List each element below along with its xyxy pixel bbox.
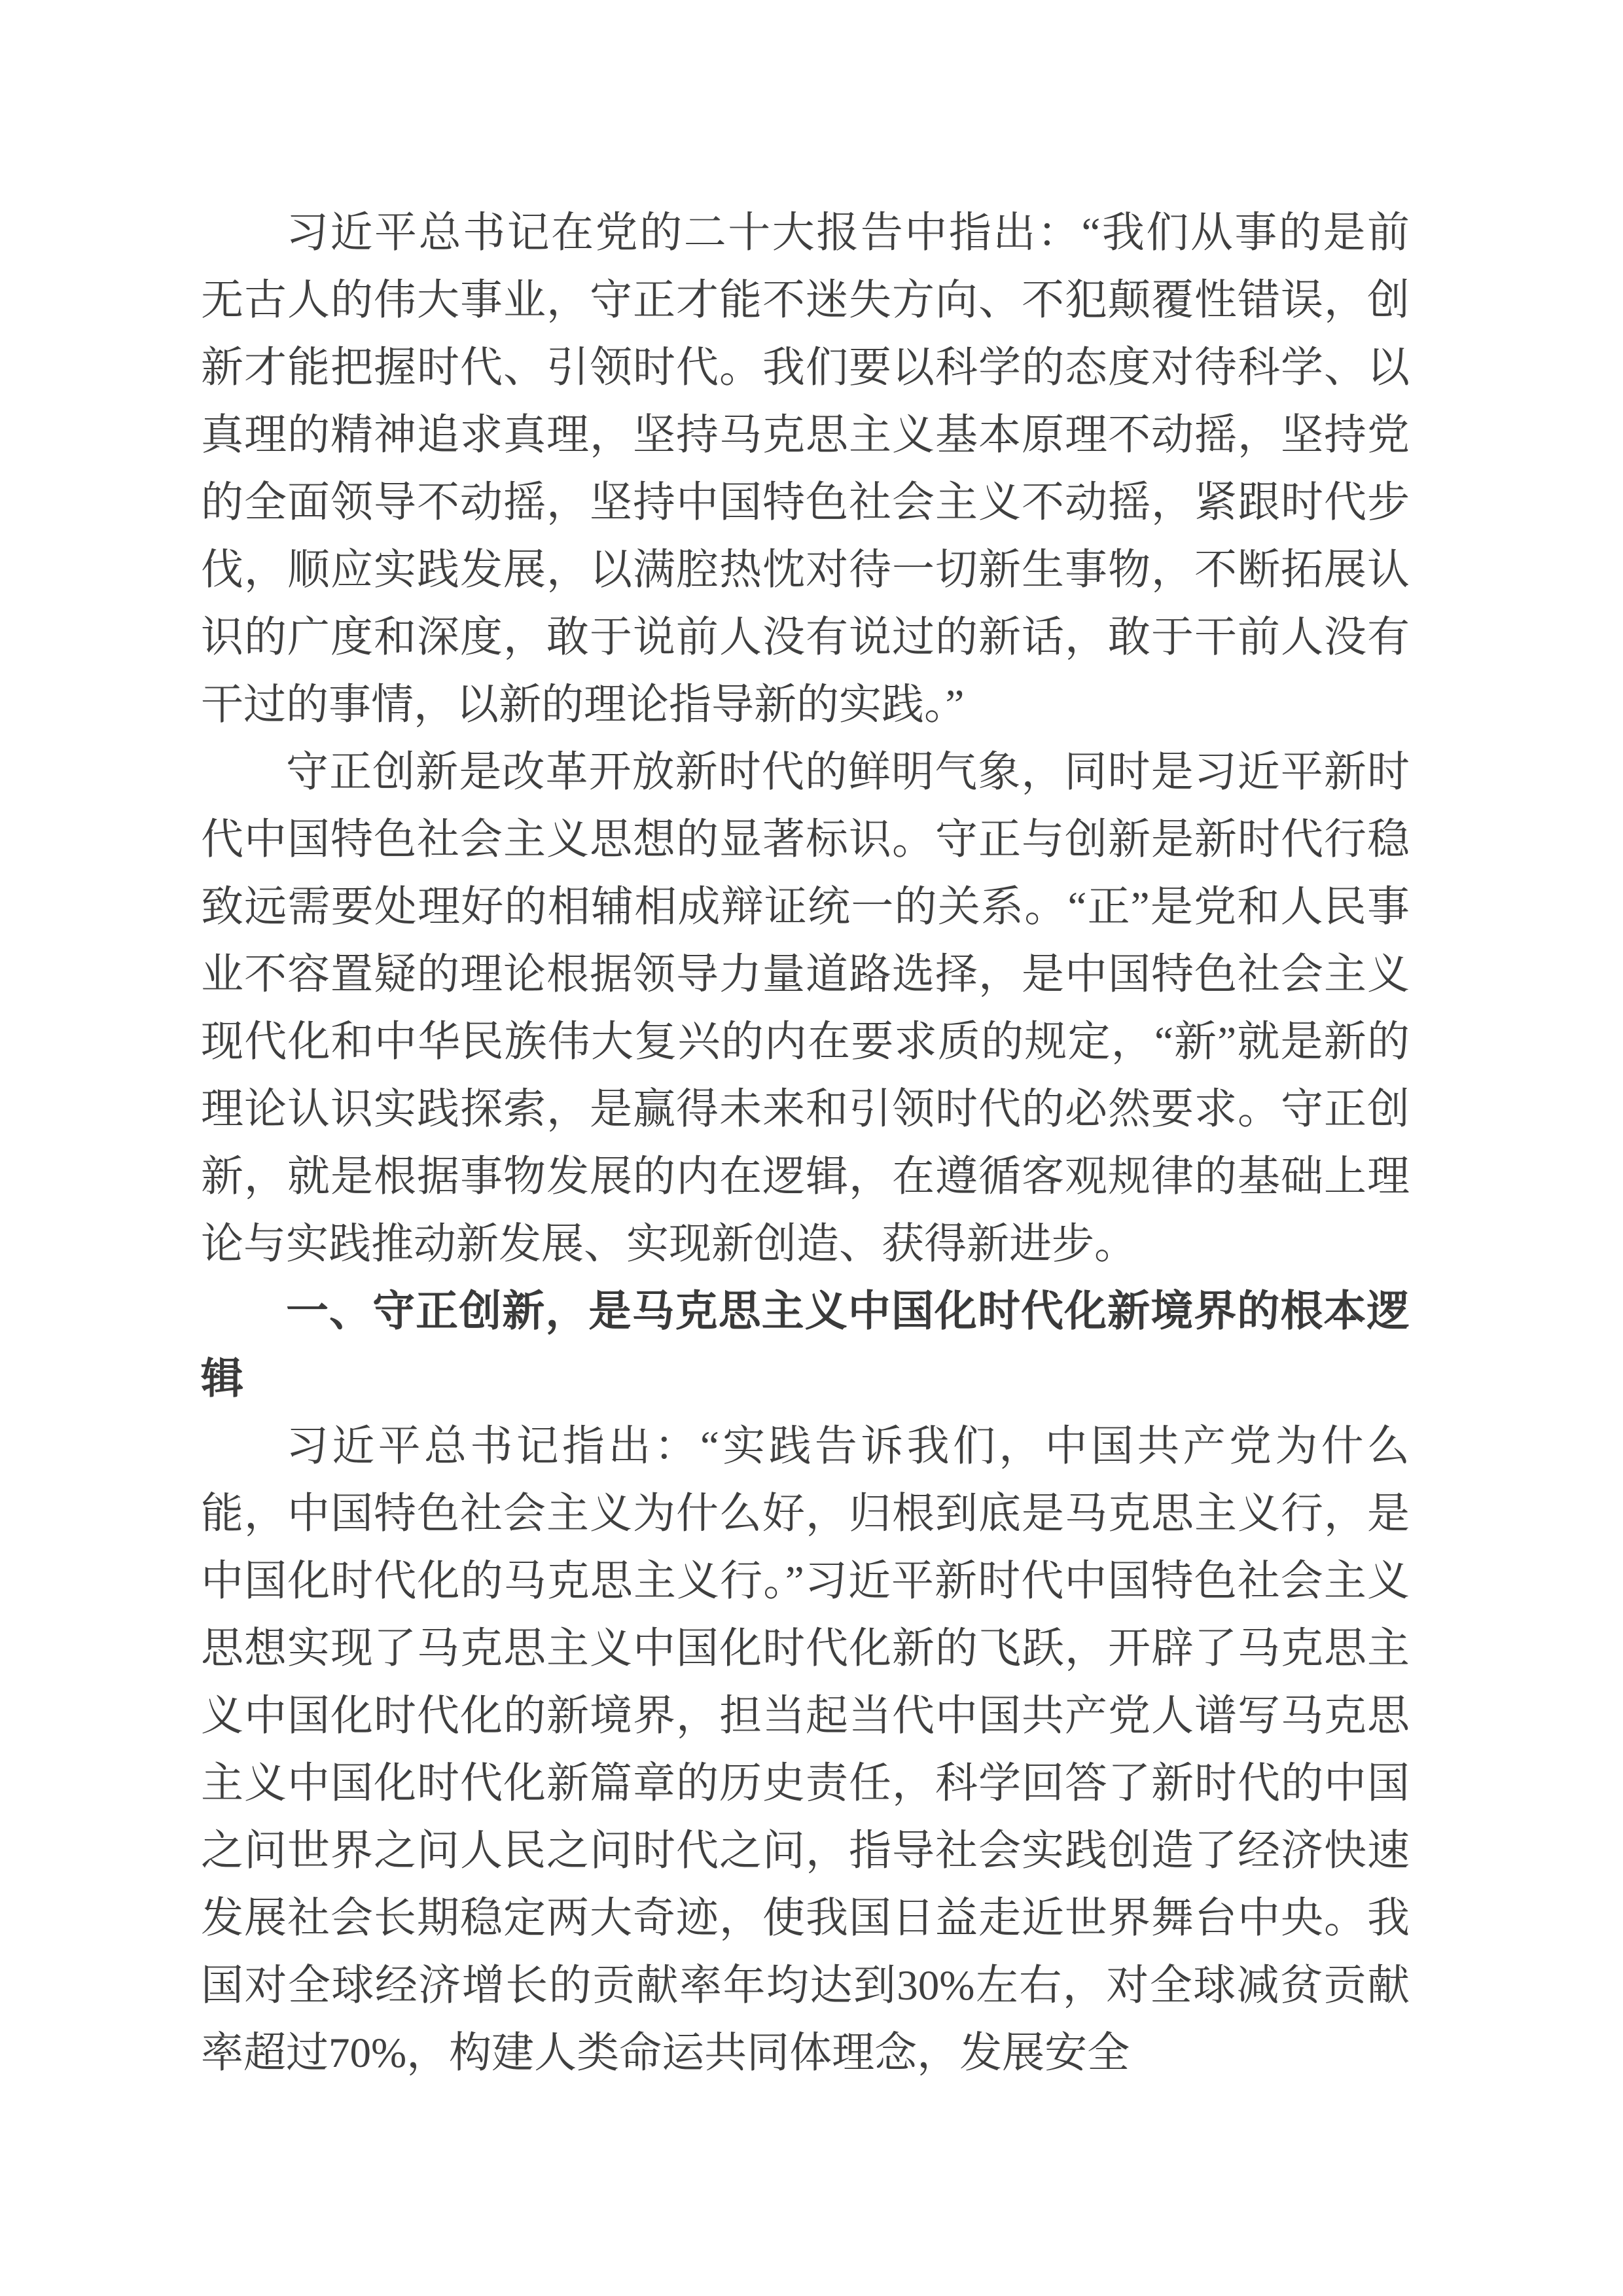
paragraph-shouzheng-chuangxin-intro: 守正创新是改革开放新时代的鲜明气象，同时是习近平新时代中国特色社会主义思想的显著标识。守正与创新是新时代行稳致远需要处理好的相辅相成辩证统一的关系。“正”是党和人民事业不容置疑的理论根据领导力量道路选择，是中国特色社会主义现代化和中华民族伟大复兴的内在要求质的规定，“新”就是新的理论认识实践探索，是赢得未来和引领时代的必然要求。守正创新，就是根据事物发展的内在逻辑，在遵循客观规律的基础上理论与实践推动新发展、实现新创造、获得新进步。: [201, 749, 1410, 1268]
paragraph-marxism-sinicization: 习近平总书记指出：“实践告诉我们，中国共产党为什么能，中国特色社会主义为什么好，归根到底是马克思主义行，是中国化时代化的马克思主义行。”习近平新时代中国特色社会主义思想实现了马克思主义中国化时代化新的飞跃，开辟了马克思主义中国化时代化的新境界，担当起当代中国共产党人谱写马克思主义中国化时代化新篇章的历史责任，科学回答了新时代的中国之问世界之问人民之问时代之问，指导社会实践创造了经济快速发展社会长期稳定两大奇迹，使我国日益走近世界舞台中央。我国对全球经济增长的贡献率年均达到30%左右，对全球减贫贡献率超过70%，构建人类命运共同体理念，发展安全: [201, 1423, 1410, 2077]
section-heading-1: 一、守正创新，是马克思主义中国化时代化新境界的根本逻辑: [201, 1288, 1410, 1403]
paragraph-quote-20th-congress: 习近平总书记在党的二十大报告中指出：“我们从事的是前无古人的伟大事业，守正才能不迷失方向、不犯颠覆性错误，创新才能把握时代、引领时代。我们要以科学的态度对待科学、以真理的精神追求真理，坚持马克思主义基本原理不动摇，坚持党的全面领导不动摇，坚持中国特色社会主义不动摇，紧跟时代步伐，顺应实践发展，以满腔热忱对待一切新生事物，不断拓展认识的广度和深度，敢于说前人没有说过的新话，敢于干前人没有干过的事情，以新的理论指导新的实践。”: [201, 209, 1410, 728]
